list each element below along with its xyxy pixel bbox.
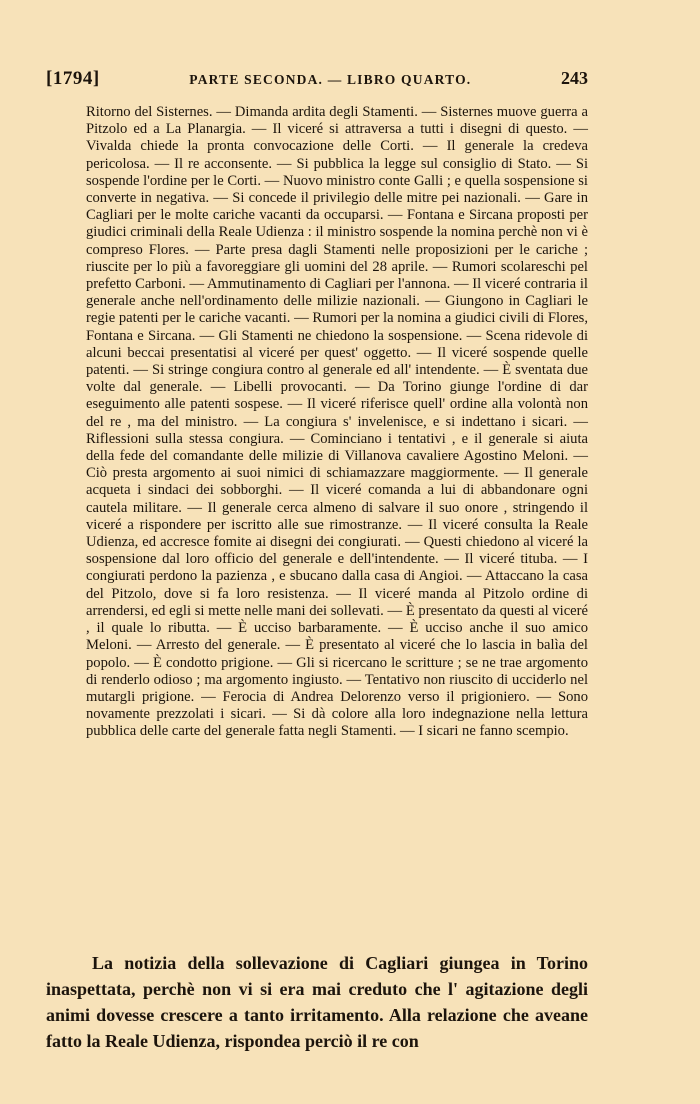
page-number: 243 bbox=[561, 68, 588, 88]
body-paragraph: La notizia della sollevazione di Cagliari giungea in Torino inaspettata, perchè non vi si era mai creduto che l' agitazione degli animi dovesse crescere a tanto irritamento. Alla relazione che aveane fatto la Reale Udienza, rispondea perciò il re con bbox=[46, 953, 588, 1051]
header-year: [1794] bbox=[46, 68, 100, 89]
chapter-summary-text: Ritorno del Sisternes. — Dimanda ardita degli Stamenti. — Sisternes muove guerra a Pitzolo ed a La Planargia. — Il viceré si attraversa a tutti i disegni di questo. — Vivalda chiede la pronta convocazione delle Corti. — Il generale la credeva pericolosa. — Il re acconsente. — Si pubblica la legge sul consiglio di Stato. — Si sospende l'ordine per le Corti. — Nuovo ministro conte Galli ; e quella sospensione si converte in negativa. — Si concede il privilegio delle mitre pei nazionali. — Gare in Cagliari per le molte cariche vacanti da occuparsi. — Fontana e Sircana proposti per giudici criminali della Reale Udienza : il ministro sospende la nomina perchè non vi è compreso Flores. — Parte presa dagli Stamenti nelle proposizioni per le cariche ; riuscite per lo più a favoreggiare gli uomini del 28 aprile. — Rumori scolareschi pel prefetto Carboni. — Ammutinamento di Cagliari per l'annona. — Il viceré contraria il generale anche nell'ordinamento delle milizie nazionali. — Giungono in Cagliari le regie patenti per le cariche vacanti. — Rumori per la nomina a giudici civili di Flores, Fontana e Sircana. — Gli Stamenti ne chiedono la sospensione. — Scena ridevole di alcuni beccai presentatisi al viceré per quest' oggetto. — Il viceré sospende quelle patenti. — Si stringe congiura contro al generale ed all' intendente. — È sventata due volte dal generale. — Libelli provocanti. — Da Torino giunge l'ordine di dar eseguimento alle patenti sospese. — Il viceré riferisce quell' ordine alla volontà non del re , ma del ministro. — La congiura s' invelenisce, e si indettano i sicari. — Riflessioni sulla stessa congiura. — Cominciano i tentativi , e il generale si aiuta della fede del comandante delle milizie di Villanova cavaliere Agostino Meloni. — Ciò presta argomento ai suoi nimici di schiamazzare maggiormente. — Il generale acqueta i sindaci dei sobborghi. — Il viceré comanda a lui di abbandonare ogni cautela militare. — Il generale cerca almeno di salvare il suo onore , stringendo il viceré a rispondere per iscritto alle sue rimostranze. — Il viceré consulta la Reale Udienza, ed accresce fomite ai disegni dei congiurati. — Questi chiedono al viceré la sospensione dal loro officio del generale e dell'intendente. — Il viceré tituba. — I congiurati perdono la pazienza , e sbucano dalla casa di Angioi. — Attaccano la casa del Pitzolo, dove si fa loro resistenza. — Il viceré manda al Pitzolo ordine di arrendersi, ed egli si mette nelle mani dei sollevati. — È presentato da questi al viceré , il quale lo ributta. — È ucciso barbaramente. — È ucciso anche il suo amico Meloni. — Arresto del generale. — È presentato al viceré che lo lascia in balìa del popolo. — È condotto prigione. — Gli si ricercano le scritture ; se ne trae argomento di renderlo odioso ; ma argomento ingiusto. — Tentativo non riuscito di ucciderlo nel mutargli prigione. — Ferocia di Andrea Delorenzo verso il prigioniero. — Sono novamente prezzolati i sicari. — Si dà colore alla loro indegnazione nella lettura pubblica delle carte del generale fatta negli Stamenti. — I sicari ne fanno scempio. bbox=[86, 104, 588, 740]
header-title: PARTE SECONDA. — LIBRO QUARTO. bbox=[189, 72, 472, 87]
chapter-summary bbox=[86, 104, 588, 741]
running-header bbox=[46, 68, 588, 92]
